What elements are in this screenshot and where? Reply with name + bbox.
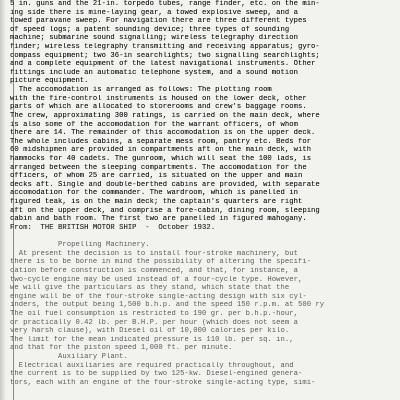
page-two-text (10, 232, 398, 387)
text-line: cabin and bath room. The first two are panelled in figured mahogany. (10, 215, 307, 224)
text-line: very harsh clause), with Diesel oil of 10,000 calories per kilo. (10, 327, 290, 336)
text-line: the current is to be supplied by two 125-kw. Diesel-engined genera- (10, 370, 303, 379)
text-line: picture equipment. (10, 77, 89, 86)
text-line: decks aft. Single and double-berthed cabins are provided, with separate (10, 180, 320, 189)
source-line: From: THE BRITISH MOTOR SHIP - October 1932. (10, 223, 216, 232)
page-one-text (10, 0, 398, 224)
text-line: arranged between the sleeping compartments. The accomodation for the (10, 163, 307, 172)
text-line: Propelling Machinery. (10, 241, 150, 250)
text-line: 60 midshipmen are provided in compartments aft on the main deck, with (10, 146, 312, 155)
text-line: towed paravane sweep. For navigation there are three different types (10, 17, 307, 26)
text-line: figured teak, is on the main deck; the captain's quarters are right (10, 198, 303, 207)
text-line: is also some of the accomodation for the warrant officers, of whom (10, 120, 298, 129)
text-line: The limit for the mean indicated pressure is 110 lb. per sq. in., (10, 335, 294, 344)
text-line: hammocks for 40 cadets. The gunroom, which will seat the 100 lads, is (10, 154, 312, 163)
text-line: aft on the upper deck, and comprise a fore-cabin, dining room, sleeping (10, 206, 320, 215)
text-line: compass equipment; two 36-in searchlights; two signalling searchlights; (10, 51, 320, 60)
text-line (10, 232, 398, 241)
text-line: two-cycle engine may be used instead of a four-cycle type. However, (10, 275, 303, 284)
text-line: ing side there is mine-laying gear, a towed explosive sweep, and a (10, 8, 298, 17)
page-edge-shadow (0, 0, 6, 400)
text-line: parts of which are allocated to storerooms and crew's baggage rooms. (10, 103, 307, 112)
text-line: finder; wireless telegraphy transmitting and receiving apparatus; gyro- (10, 43, 320, 52)
text-line: The crew, approximating 300 ratings, is carried on the main deck, where (10, 111, 320, 120)
text-line: or practically 0.42 lb. per B.H.P. per hour (which does not seem a (10, 318, 298, 327)
text-line: there are 14. The remainder of this accomodation is on the upper deck. (10, 129, 316, 138)
text-line: tors, each with an engine of the four-stroke single-acting type, simi- (10, 378, 316, 387)
text-line: and a complete equipment of the latest navigational instruments. Other (10, 60, 316, 69)
typed-text-body (10, 0, 398, 387)
text-line: of speed logs; a patent sounding device; three types of sounding (10, 25, 290, 34)
text-line: we will give the particulars as they stand, which state that the (10, 284, 290, 293)
text-line: and that for the piston speed 1,000 ft. per minute. (10, 344, 233, 353)
text-line: with the fire-control instruments is housed on the lower deck, other (10, 94, 307, 103)
text-line: cation before construction is commenced, and that, for instance, a (10, 266, 298, 275)
text-line: The whole includes cabins, a separate mess room, pantry etc. Beds for (10, 137, 312, 146)
text-line: At present the decision is to install four-stroke machinery, but (10, 249, 298, 258)
text-line: engine will be of the four-stroke single-acting design with six cyl- (10, 292, 307, 301)
text-line: The accomodation is arranged as follows: The plotting room (10, 86, 272, 95)
text-line: accomodation for the commander. The wardroom, which is panelled in (10, 189, 298, 198)
text-line: The oil fuel consumption is restricted to 190 gr. per b.h.p.-hour, (10, 309, 298, 318)
text-line: 5 in. guns and the 21-in. torpedo tubes, range finder, etc. on the min- (10, 0, 320, 8)
text-line: Electrical auxiliaries are required practically throughout, and (10, 361, 294, 370)
text-line: fittings include an automatic telephone system, and a sound motion (10, 68, 298, 77)
text-line: Auxiliary Plant. (10, 352, 128, 361)
text-line: inders, the output being 1,500 b.h.p. and the speed 150 r.p.m. at 500 ry (10, 301, 325, 310)
text-line: there is to be borne in mind the possibility of altering the specifi- (10, 258, 312, 267)
text-line: officers, of whom 25 are carried, is situated on the upper and main (10, 172, 303, 181)
text-line: machine; submarine sound signalling; wireless telegraphy direction (10, 34, 298, 43)
